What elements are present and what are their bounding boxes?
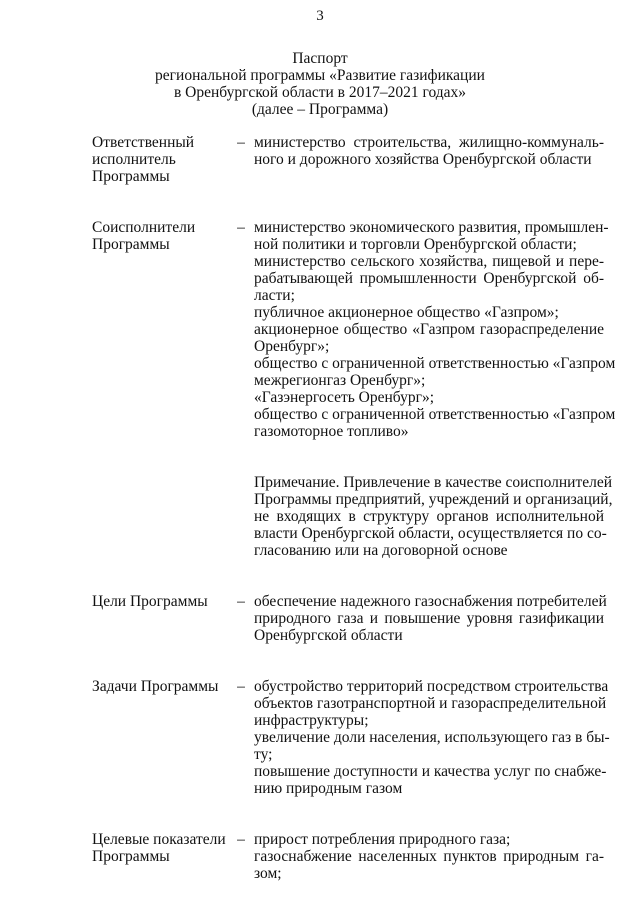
title-line: (далее – Программа) (251, 101, 389, 118)
content-line: нию природным газом (254, 780, 403, 797)
content-line: публичное акционерное общество «Газпром»; (254, 304, 559, 321)
content-line (254, 457, 604, 474)
row-dash: – (237, 678, 245, 695)
content-line: зом; (254, 865, 282, 882)
label-line: Соисполнители (92, 219, 196, 236)
label-line: Задачи Программы (92, 678, 219, 695)
row-content (254, 831, 604, 882)
content-line: ной политики и торговли Оренбургской области; (254, 236, 577, 253)
label-line: Целевые показатели (92, 831, 226, 848)
passport-row-goals (92, 593, 607, 644)
title-line: Паспорт (292, 50, 348, 67)
passport-row-responsible (92, 134, 604, 185)
row-label (92, 134, 232, 185)
row-label (92, 831, 232, 865)
title-line: региональной программы «Развитие газификации (155, 67, 485, 84)
content-line (254, 168, 604, 185)
row-content (254, 678, 610, 797)
content-line: объектов газотранспортной и газораспределительной (254, 695, 607, 712)
passport-row-tasks (92, 678, 610, 797)
note-line: не входящих в структуру органов исполнительной (254, 508, 604, 525)
row-label (92, 678, 232, 695)
passport-row-coexecutors (92, 219, 616, 559)
label-line: исполнитель (92, 151, 176, 168)
note-line: Примечание. Привлечение в качестве соисполнителей (254, 474, 613, 491)
content-line: министерство экономического развития, промышлен- (254, 219, 609, 236)
row-dash: – (237, 831, 245, 848)
row-dash: – (237, 134, 245, 151)
content-line: Оренбургской области (254, 627, 403, 644)
content-line: министерство сельского хозяйства, пищевой и пере- (254, 253, 604, 270)
content-line: общество с ограниченной ответственностью «Газпром (254, 355, 616, 372)
content-line: газоснабжение населенных пунктов природным га- (254, 848, 604, 865)
row-content (254, 593, 607, 644)
content-line: Оренбург»; (254, 338, 330, 355)
content-line: общество с ограниченной ответственностью «Газпром (254, 406, 616, 423)
content-line: инфраструктуры; (254, 712, 369, 729)
label-line: Ответственный (92, 134, 195, 151)
row-label (92, 593, 232, 610)
content-line: ного и дорожного хозяйства Оренбургской области (254, 151, 592, 168)
content-line: министерство строительства, жилищно-коммуналь- (254, 134, 604, 151)
content-line: межрегионгаз Оренбург»; (254, 372, 426, 389)
content-line: природного газа и повышение уровня газификации (254, 610, 604, 627)
content-line: газомоторное топливо» (254, 423, 409, 440)
note-line: гласованию или на договорной основе (254, 542, 508, 559)
row-dash: – (237, 219, 245, 236)
title-line: в Оренбургской области в 2017–2021 годах» (173, 84, 467, 101)
row-content (254, 219, 616, 559)
page-number: 3 (316, 8, 324, 24)
content-line: рабатывающей промышленности Оренбургской об- (254, 270, 604, 287)
content-line: обустройство территорий посредством строительства (254, 678, 609, 695)
note-line: власти Оренбургской области, осуществляется по со- (254, 525, 607, 542)
content-line: обеспечение надежного газоснабжения потребителей (254, 593, 607, 610)
label-line: Цели Программы (92, 593, 208, 610)
content-line: ласти; (254, 287, 295, 304)
content-line: прирост потребления природного газа; (254, 831, 511, 848)
label-line: Программы (92, 168, 170, 185)
content-line: акционерное общество «Газпром газораспределение (254, 321, 604, 338)
label-line: Программы (92, 236, 170, 253)
passport-table (92, 134, 616, 882)
content-line (254, 440, 604, 457)
content-line: «Газэнергосеть Оренбург»; (254, 389, 435, 406)
document-title (0, 50, 640, 118)
row-dash: – (237, 593, 245, 610)
row-content (254, 134, 604, 185)
content-line: ту; (254, 746, 273, 763)
label-line: Программы (92, 848, 170, 865)
passport-row-indicators (92, 831, 604, 882)
content-line: повышение доступности и качества услуг по снабже- (254, 763, 607, 780)
content-line: увеличение доли населения, использующего газ в бы- (254, 729, 610, 746)
note-line: Программы предприятий, учреждений и организаций, (254, 491, 613, 508)
row-label (92, 219, 232, 253)
